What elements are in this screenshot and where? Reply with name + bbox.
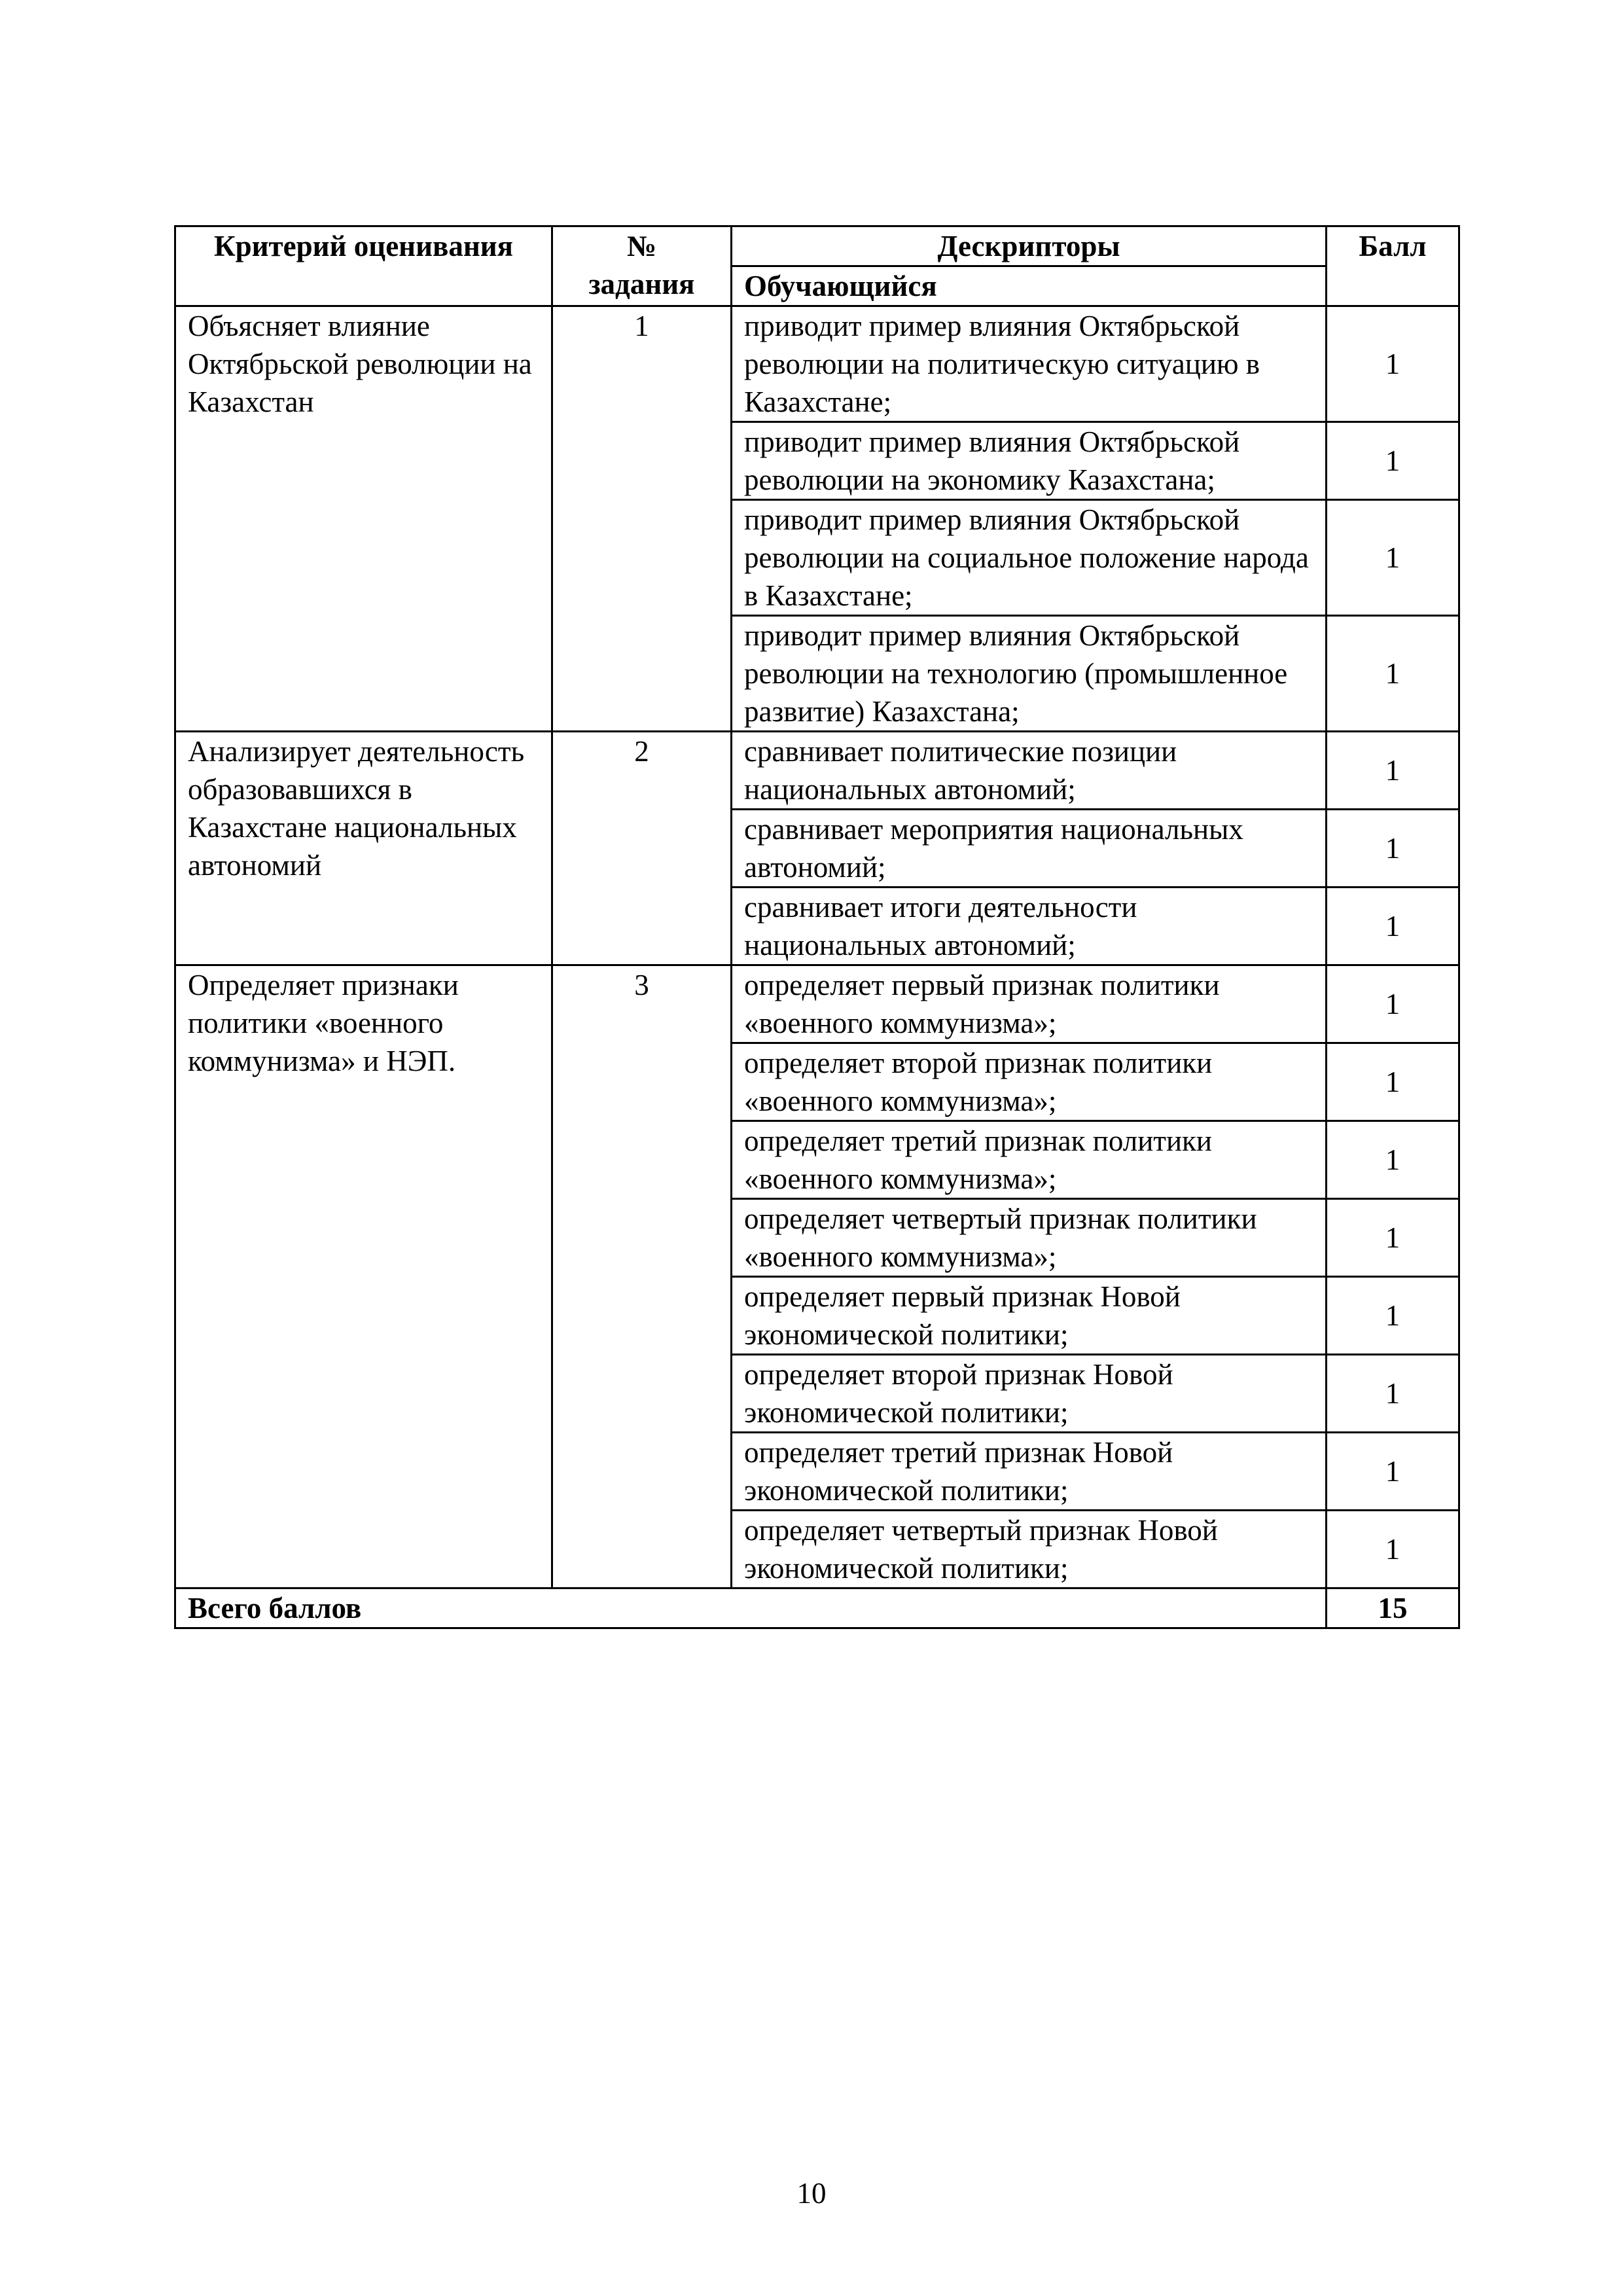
- score-cell: 1: [1327, 1043, 1459, 1121]
- descriptor-cell: определяет третий признак политики «военного коммунизма»;: [732, 1121, 1327, 1199]
- score-cell: 1: [1327, 1199, 1459, 1277]
- descriptor-cell: приводит пример влияния Октябрьской революции на политическую ситуацию в Казахстане;: [732, 306, 1327, 422]
- task-number-cell: 2: [552, 732, 732, 965]
- header-task-number: [552, 226, 732, 306]
- total-label: Всего баллов: [175, 1588, 1327, 1628]
- descriptor-cell: сравнивает политические позиции национальных автономий;: [732, 732, 1327, 810]
- header-learner: Обучающийся: [732, 266, 1327, 306]
- header-task-number-line1: №: [626, 230, 657, 262]
- score-cell: 1: [1327, 732, 1459, 810]
- descriptor-cell: определяет первый признак Новой экономической политики;: [732, 1277, 1327, 1355]
- page-number: 10: [796, 2177, 827, 2210]
- rubric-body: [175, 306, 1459, 1628]
- score-cell: 1: [1327, 1277, 1459, 1355]
- score-cell: 1: [1327, 306, 1459, 422]
- descriptor-cell: сравнивает итоги деятельности национальных автономий;: [732, 888, 1327, 965]
- total-row: [175, 1588, 1459, 1628]
- table-row: [175, 965, 1459, 1043]
- criterion-cell: Анализирует деятельность образовавшихся в Казахстане национальных автономий: [175, 732, 552, 965]
- descriptor-cell: сравнивает мероприятия национальных автономий;: [732, 810, 1327, 888]
- header-row: [175, 226, 1459, 266]
- descriptor-cell: приводит пример влияния Октябрьской революции на технологию (промышленное развитие) Казахстана;: [732, 616, 1327, 732]
- score-cell: 1: [1327, 1355, 1459, 1433]
- score-cell: 1: [1327, 1121, 1459, 1199]
- score-cell: 1: [1327, 500, 1459, 616]
- table-row: [175, 732, 1459, 810]
- criterion-cell: Определяет признаки политики «военного коммунизма» и НЭП.: [175, 965, 552, 1588]
- score-cell: 1: [1327, 1511, 1459, 1588]
- rubric-table: [174, 225, 1460, 1629]
- criterion-cell: Объясняет влияние Октябрьской революции на Казахстан: [175, 306, 552, 732]
- header-criterion: Критерий оценивания: [175, 226, 552, 306]
- total-value: 15: [1327, 1588, 1459, 1628]
- descriptor-cell: определяет четвертый признак Новой экономической политики;: [732, 1511, 1327, 1588]
- score-cell: 1: [1327, 422, 1459, 500]
- header-score: Балл: [1327, 226, 1459, 306]
- descriptor-cell: приводит пример влияния Октябрьской революции на экономику Казахстана;: [732, 422, 1327, 500]
- header-descriptors: Дескрипторы: [732, 226, 1327, 266]
- descriptor-cell: определяет второй признак политики «военного коммунизма»;: [732, 1043, 1327, 1121]
- descriptor-cell: определяет первый признак политики «военного коммунизма»;: [732, 965, 1327, 1043]
- score-cell: 1: [1327, 888, 1459, 965]
- header-task-number-line2: задания: [588, 268, 695, 300]
- score-cell: 1: [1327, 965, 1459, 1043]
- descriptor-cell: приводит пример влияния Октябрьской революции на социальное положение народа в Казахстане;: [732, 500, 1327, 616]
- table-row: [175, 306, 1459, 422]
- score-cell: 1: [1327, 1433, 1459, 1511]
- task-number-cell: 3: [552, 965, 732, 1588]
- task-number-cell: 1: [552, 306, 732, 732]
- score-cell: 1: [1327, 616, 1459, 732]
- descriptor-cell: определяет третий признак Новой экономической политики;: [732, 1433, 1327, 1511]
- score-cell: 1: [1327, 810, 1459, 888]
- descriptor-cell: определяет четвертый признак политики «военного коммунизма»;: [732, 1199, 1327, 1277]
- descriptor-cell: определяет второй признак Новой экономической политики;: [732, 1355, 1327, 1433]
